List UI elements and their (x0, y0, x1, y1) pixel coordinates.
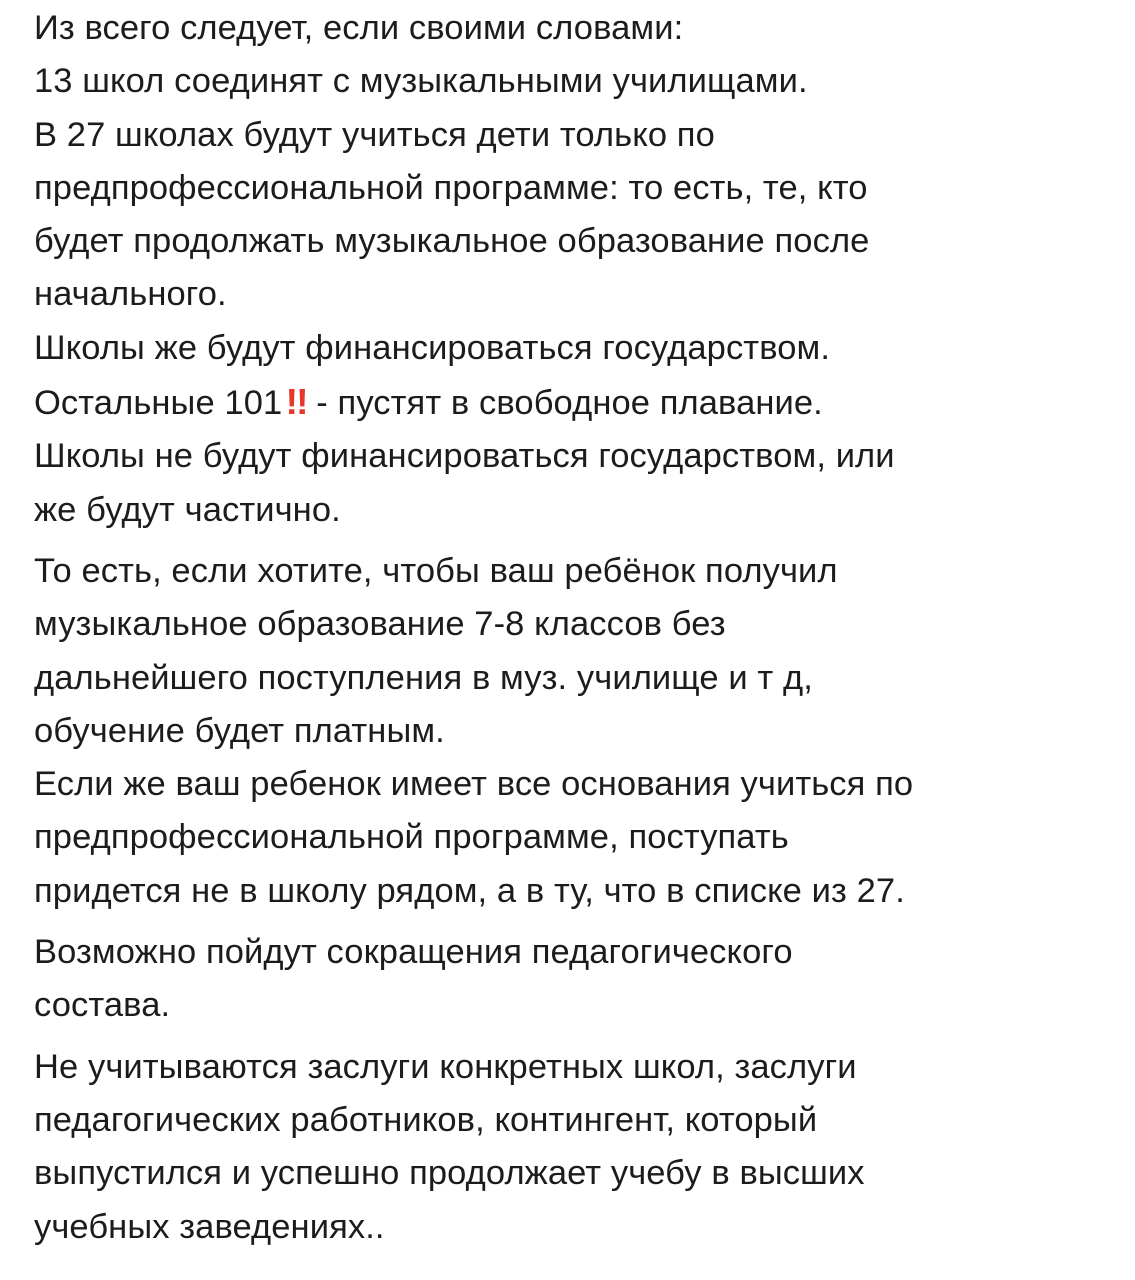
paragraph-3 (34, 926, 1124, 1033)
text-line: предпрофессиональной программе, поступать (34, 818, 789, 857)
text-line: Школы же будут финансироваться государством. (34, 328, 831, 367)
text-line: Школы не будут финансироваться государством, или (34, 437, 895, 476)
text-line: Не учитываются заслуги конкретных школ, заслуги (34, 1047, 857, 1086)
paragraph-2 (34, 545, 1124, 918)
double-exclamation-icon: !! (285, 381, 307, 423)
text-line: предпрофессиональной программе: то есть, те, кто (34, 168, 868, 207)
text-line: выпустился и успешно продолжает учебу в высших (34, 1154, 865, 1193)
paragraph-1 (34, 2, 1124, 537)
text-line: дальнейшего поступления в муз. училище и т д, (34, 658, 813, 697)
post-text (34, 2, 1124, 1254)
text-line: же будут частично. (34, 490, 341, 529)
text-line: состава. (34, 986, 171, 1025)
text-line: В 27 школах будут учиться дети только по (34, 115, 715, 154)
text-line: придется не в школу рядом, а в ту, что в списке из 27. (34, 871, 905, 910)
text-line: Из всего следует, если своими словами: (34, 9, 684, 47)
text-line: Возможно пойдут сокращения педагогического (34, 933, 793, 972)
paragraph-4 (34, 1041, 1124, 1254)
text-line: учебных заведениях.. (34, 1207, 385, 1246)
text-line: музыкальное образование 7-8 классов без (34, 605, 726, 644)
text-line: Если же ваш ребенок имеет все основания учиться по (34, 765, 914, 804)
text-line: педагогических работников, контингент, который (34, 1100, 818, 1139)
text-line: обучение будет платным. (34, 711, 445, 750)
text-line: То есть, если хотите, чтобы ваш ребёнок получил (34, 551, 838, 590)
text-fragment: - пустят в свободное плавание. (316, 384, 823, 423)
text-line: начального. (34, 275, 227, 314)
text-fragment: Остальные 101 (34, 384, 283, 423)
text-line: 13 школ соединят с музыкальными училищами. (34, 62, 808, 101)
text-line: будет продолжать музыкальное образование после (34, 222, 870, 261)
text-line-with-emoji (34, 375, 1124, 430)
